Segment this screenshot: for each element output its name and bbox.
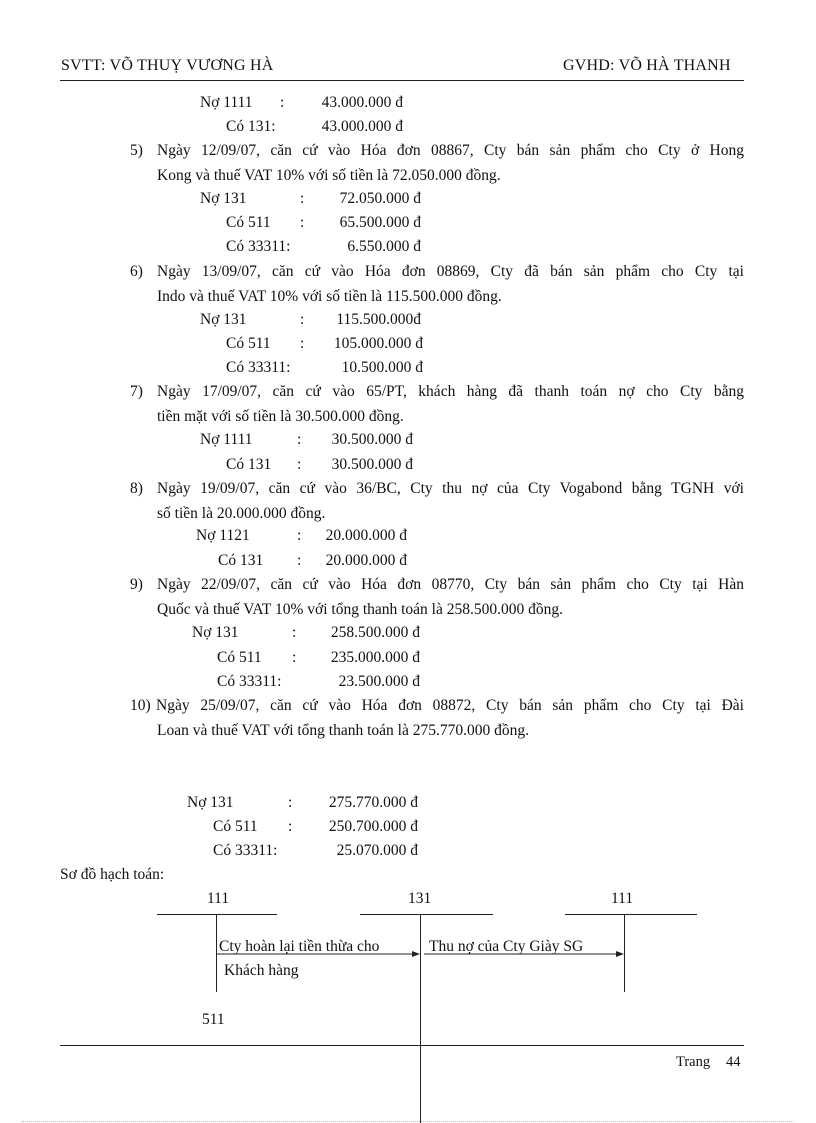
item-text-line: tiền mặt với số tiền là 30.500.000 đồng. [157,408,404,425]
flow-refund-label-2: Khách hàng [224,962,299,979]
entry-sep: : [292,649,297,666]
entry-debit-label: Nợ 131 [192,624,239,641]
item-text-line: Ngày 13/09/07, căn cứ vào Hóa đơn 08869, Cty đã bán sản phẩm cho Cty tại [157,263,744,280]
entry-amount: 65.500.000 đ [339,214,421,231]
entry-debit-label: Nợ 131 [187,794,234,811]
item-text-line: Ngày 19/09/07, căn cứ vào 36/BC, Cty thu nợ của Cty Vogabond bằng TGNH với [157,480,744,497]
entry-credit-label: Có 511 [226,214,271,231]
diagram-title: Sơ đồ hạch toán: [60,866,165,883]
item-text-line: Loan và thuế VAT với tổng thanh toán là 275.770.000 đồng. [157,722,529,739]
entry-sep: : [297,431,302,448]
entry-amount: 115.500.000đ [336,311,421,328]
entry-sep: : [292,624,297,641]
entry-credit-label: Có 511 [213,818,258,835]
item-number: 5) [130,142,143,159]
entry-amount: 23.500.000 đ [338,673,420,690]
entry-sep: : [297,456,302,473]
entry-amount: 20.000.000 đ [325,527,407,544]
page-number: 44 [726,1054,741,1070]
item-text-line: Ngày 22/09/07, căn cứ vào Hóa đơn 08770, Cty bán sản phẩm cho Cty tại Hàn [157,576,744,593]
header-rule [60,80,744,81]
item-text-line: Ngày 25/09/07, căn cứ vào Hóa đơn 08872, Cty bán sản phẩm cho Cty tại Đài [156,697,744,714]
entry-amount: 105.000.000 đ [333,335,423,352]
flow-refund-label: Cty hoàn lại tiền thừa cho [219,938,380,955]
entry-credit-label: Có 511 [217,649,262,666]
entry-credit-label: Có 131: [226,118,276,135]
item-text-line: Indo và thuế VAT 10% với số tiền là 115.500.000 đồng. [157,288,502,305]
t-account-top [157,914,277,915]
page-edge [22,1121,794,1122]
t-account-label: 511 [202,1011,225,1028]
entry-debit-label: Nợ 131 [200,190,247,207]
entry-credit-label: Có 131 [218,552,264,569]
item-number: 6) [130,263,143,280]
entry-sep: : [297,552,302,569]
entry-amount: 25.070.000 đ [336,842,418,859]
entry-amount: 275.770.000 đ [328,794,418,811]
t-account-stem [420,914,421,1123]
item-number: 9) [130,576,143,593]
entry-amount: 10.500.000 đ [341,359,423,376]
header-advisor: GVHD: VÕ HÀ THANH [563,57,731,74]
item-text-line: Ngày 12/09/07, căn cứ vào Hóa đơn 08867, Cty bán sản phẩm cho Cty ở Hong [157,142,744,159]
entry-amount: 43.000.000 đ [321,118,403,135]
entry-sep: : [288,794,293,811]
entry-debit-label: Nợ 1111 [200,431,253,448]
entry-credit-label: Có 511 [226,335,271,352]
entry-sep: : [300,214,305,231]
entry-credit-label: Có 33311: [213,842,278,859]
t-account-label: 111 [611,890,634,907]
entry-amount: 30.500.000 đ [331,456,413,473]
entry-amount: 72.050.000 đ [339,190,421,207]
item-number: 8) [130,480,143,497]
t-account-label: 111 [207,890,230,907]
entry-sep: : [280,94,285,111]
entry-credit-label: Có 33311: [226,238,291,255]
header-student: SVTT: VÕ THUỴ VƯƠNG HÀ [61,57,274,74]
item-text-line: số tiền là 20.000.000 đồng. [157,505,326,522]
entry-sep: : [300,190,305,207]
entry-sep: : [300,311,305,328]
item-text-line: Ngày 17/09/07, căn cứ vào 65/PT, khách hàng đã thanh toán nợ cho Cty bằng [157,383,744,400]
entry-amount: 6.550.000 đ [347,238,421,255]
t-account-top [360,914,493,915]
item-text-line: Quốc và thuế VAT 10% với tổng thanh toán là 258.500.000 đồng. [157,601,563,618]
entry-credit-label: Có 131 [226,456,272,473]
entry-credit-label: Có 33311: [217,673,282,690]
entry-amount: 250.700.000 đ [328,818,418,835]
footer-rule [60,1045,744,1046]
entry-amount: 258.500.000 đ [330,624,420,641]
arrow-collection-head [616,951,624,957]
entry-amount: 43.000.000 đ [321,94,403,111]
item-number: 7) [130,383,143,400]
entry-sep: : [300,335,305,352]
entry-debit-label: Nợ 1111 [200,94,253,111]
entry-amount: 235.000.000 đ [330,649,420,666]
t-account-top [565,914,697,915]
item-text-line: Kong và thuế VAT 10% với số tiền là 72.050.000 đồng. [157,167,501,184]
item-number: 10) [130,697,151,714]
entry-amount: 20.000.000 đ [325,552,407,569]
entry-sep: : [297,527,302,544]
t-account-label: 131 [408,890,432,907]
flow-collection-label: Thu nợ của Cty Giày SG [429,938,584,955]
flow-arrows [216,948,628,960]
entry-debit-label: Nợ 131 [200,311,247,328]
entry-credit-label: Có 33311: [226,359,291,376]
entry-amount: 30.500.000 đ [331,431,413,448]
arrow-refund-head [412,951,420,957]
page-label: Trang [676,1054,711,1070]
entry-debit-label: Nợ 1121 [196,527,250,544]
entry-sep: : [288,818,293,835]
